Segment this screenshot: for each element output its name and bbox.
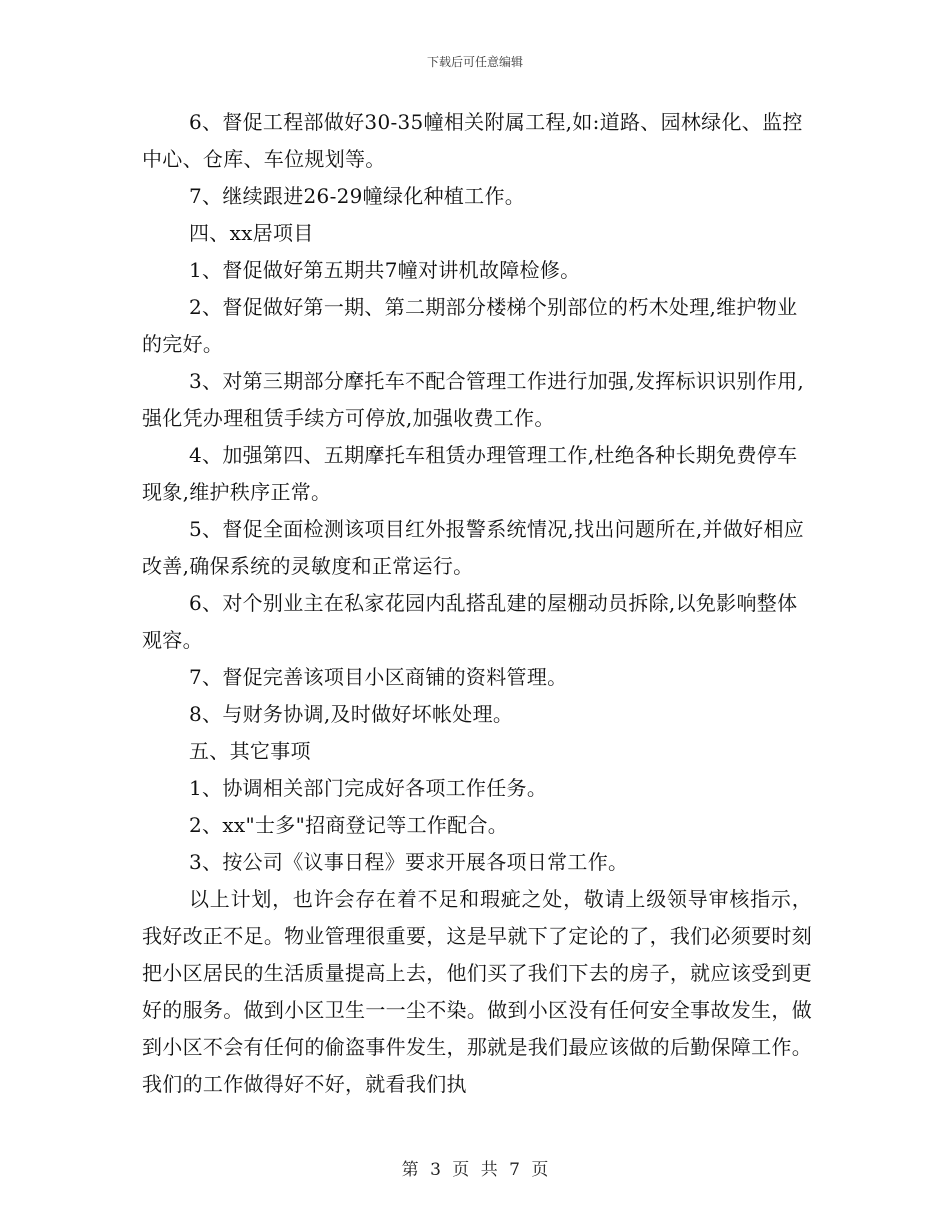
- paragraph-item-6-facilities: 6、督促工程部做好30-35幢相关附属工程,如:道路、园林绿化、监控中心、仓库、车位规划等。: [142, 110, 803, 171]
- page-header-note: 下载后可任意编辑: [426, 55, 523, 69]
- paragraph-item-7-greening: 7、继续跟进26-29幢绿化种植工作。: [189, 184, 526, 208]
- paragraph-item-1-intercom: 1、督促做好第五期共7幢对讲机故障检修。: [189, 258, 581, 282]
- document-body: [142, 104, 812, 1103]
- paragraph-other-1: 1、协调相关部门完成好各项工作任务。: [189, 776, 548, 800]
- paragraph-other-2: 2、xx"士多"招商登记等工作配合。: [189, 813, 509, 837]
- paragraph-item-2-stairs: 2、督促做好第一期、第二期部分楼梯个别部位的朽木处理,维护物业的完好。: [142, 295, 798, 356]
- paragraph-item-6-garden: 6、对个别业主在私家花园内乱搭乱建的屋棚动员拆除,以免影响整体观容。: [142, 591, 798, 652]
- paragraph-item-7-shops: 7、督促完善该项目小区商铺的资料管理。: [189, 665, 568, 689]
- paragraph-item-3-motorcycle: 3、对第三期部分摩托车不配合管理工作进行加强,发挥标识识别作用,强化凭办理租赁手续方可停放,加强收费工作。: [142, 369, 805, 430]
- page-number: 第 3 页 共 7 页: [401, 1160, 549, 1180]
- paragraph-other-3: 3、按公司《议事日程》要求开展各项日常工作。: [189, 850, 629, 874]
- paragraph-item-8-finance: 8、与财务协调,及时做好坏帐处理。: [189, 702, 514, 726]
- paragraph-item-4-rental: 4、加强第四、五期摩托车租赁办理管理工作,杜绝各种长期免费停车现象,维护秩序正常。: [142, 443, 798, 504]
- paragraph-conclusion: 以上计划，也许会存在着不足和瑕疵之处，敬请上级领导审核指示，我好改正不足。物业管理很重要，这是早就下了定论的了，我们必须要时刻把小区居民的生活质量提高上去，他们买了我们下去的房子，就应该受到更好的服务。做到小区卫生一一尘不染。做到小区没有任何安全事故发生，做到小区不会有任何的偷盗事件发生，那就是我们最应该做的后勤保障工作。我们的工作做得好不好，就看我们执: [142, 887, 812, 1096]
- paragraph-item-5-alarm: 5、督促全面检测该项目红外报警系统情况,找出问题所在,并做好相应改善,确保系统的灵敏度和正常运行。: [142, 517, 805, 578]
- section-heading-5: 五、其它事项: [189, 739, 311, 763]
- section-heading-4: 四、xx居项目: [189, 221, 314, 245]
